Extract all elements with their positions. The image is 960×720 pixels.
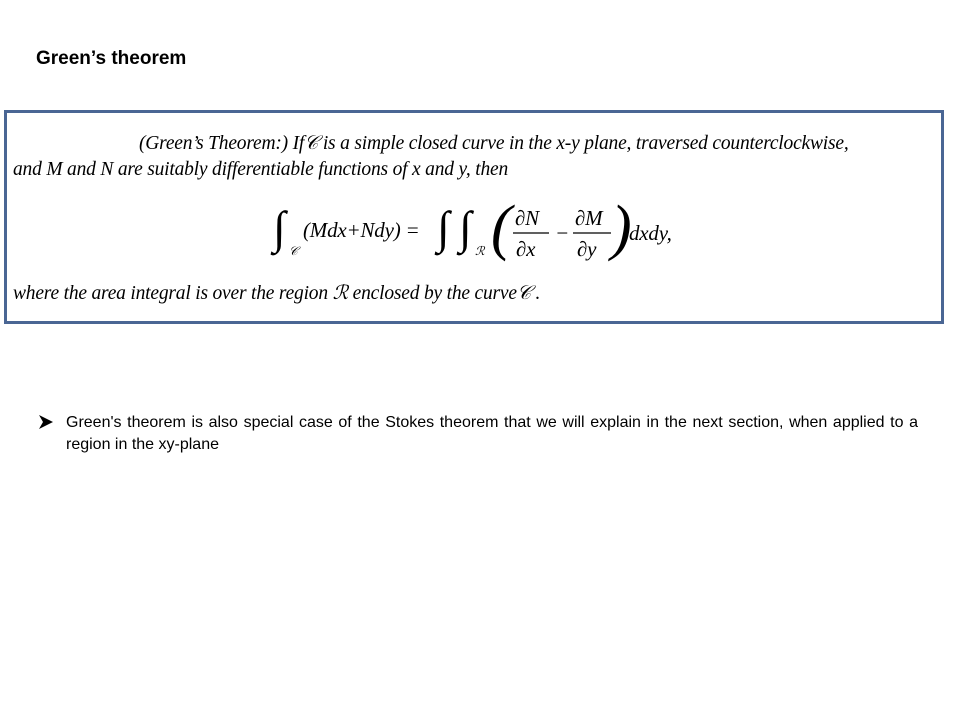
theorem-line-3 xyxy=(13,281,540,305)
page-title: Green’s theorem xyxy=(36,48,187,69)
arrow-bullet-icon xyxy=(38,414,54,430)
theorem-label: (Green’s Theorem:) xyxy=(139,133,288,154)
frac-dy: ∂y xyxy=(577,237,597,261)
subscript-curve: 𝒞 xyxy=(289,244,298,258)
integral-sign-double-1: ∫ xyxy=(437,202,450,253)
formula-lhs: (Mdx+Ndy) = xyxy=(303,218,420,242)
greens-formula xyxy=(269,193,689,271)
frac-dN: ∂N xyxy=(515,206,539,230)
paren-right: ) xyxy=(611,194,632,262)
subscript-region: ℛ xyxy=(475,244,485,258)
integral-sign-double-2: ∫ xyxy=(459,202,472,253)
curve-symbol: 𝒞 xyxy=(304,131,319,154)
line-3-start: where the area integral is over the region xyxy=(13,283,328,304)
line-3-end: . xyxy=(530,283,541,304)
line-3-mid: enclosed by the curve xyxy=(347,283,517,304)
curve-symbol-end: 𝒞 xyxy=(516,281,531,304)
paren-left: ( xyxy=(491,194,512,262)
integral-sign-line: ∫ xyxy=(273,202,286,253)
bullet-text: Green's theorem is also special case of the Stokes theorem that we will explain in the next section, when applied to a region in the xy-plane xyxy=(66,414,918,453)
theorem-line-2: and M and N are suitably differentiable functions of x and y, then xyxy=(13,159,508,180)
frac-dx: ∂x xyxy=(516,237,536,261)
bullet-item xyxy=(38,412,918,456)
theorem-box xyxy=(4,110,944,324)
frac-dM: ∂M xyxy=(575,206,603,230)
theorem-line-1 xyxy=(139,131,849,155)
region-symbol: ℛ xyxy=(332,281,348,304)
theorem-if: If xyxy=(292,133,305,154)
minus-sign: − xyxy=(555,221,569,245)
theorem-line-1-rest: is a simple closed curve in the x-y plane, traversed counterclockwise, xyxy=(318,133,849,154)
formula-tail: dxdy, xyxy=(629,221,672,245)
